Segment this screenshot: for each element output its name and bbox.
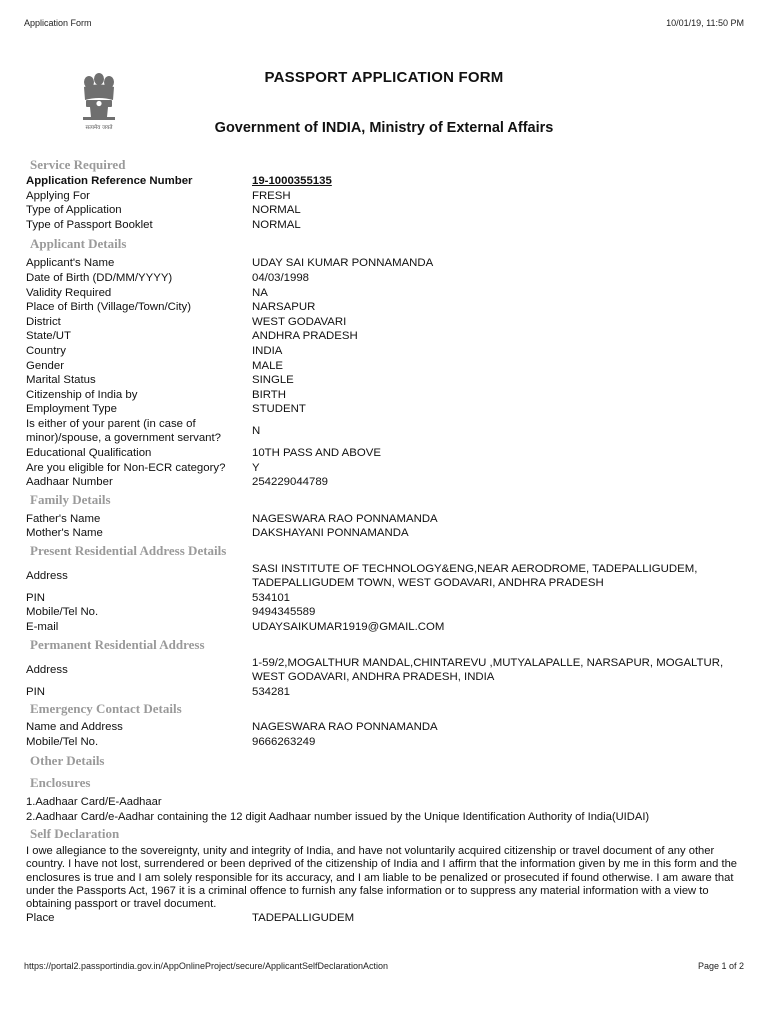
field-label: Mobile/Tel No. (26, 606, 99, 619)
row-applying-for (26, 189, 746, 204)
field-value: 1-59/2,MOGALTHUR MANDAL,CHINTAREVU ,MUTYALAPALLE, NARSAPUR, MOGALTUR, WEST GODAVARI, ANDHRA PRADESH, INDIA (252, 656, 724, 684)
field-label: Gender (26, 359, 64, 372)
row-educational-qualification (26, 446, 746, 461)
field-value: TADEPALLIGUDEM (252, 912, 355, 925)
field-label: Educational Qualification (26, 446, 152, 459)
row-permanent-pin (26, 685, 746, 700)
field-label: Type of Passport Booklet (26, 218, 153, 231)
enclosure-item: 1.Aadhaar Card/E-Aadhaar (26, 796, 162, 809)
field-label: Address (26, 570, 68, 583)
field-value: 254229044789 (252, 476, 329, 489)
field-label: Application Reference Number (26, 175, 193, 187)
print-header-datetime: 10/01/19, 11:50 PM (666, 18, 744, 28)
field-value: NORMAL (252, 204, 301, 217)
field-value: SINGLE (252, 374, 294, 387)
row-fathers-name (26, 512, 746, 527)
row-application-reference-number (26, 174, 746, 189)
field-label: Applicant's Name (26, 257, 115, 270)
print-header (24, 18, 744, 32)
field-label: State/UT (26, 330, 71, 343)
field-label: Citizenship of India by (26, 388, 138, 401)
field-value: 9666263249 (252, 735, 316, 748)
row-present-pin (26, 591, 746, 606)
page-number: Page 1 of 2 (697, 961, 744, 971)
field-label: Aadhaar Number (26, 476, 113, 489)
row-permanent-address (26, 656, 746, 685)
field-value: WEST GODAVARI (252, 315, 347, 328)
print-header-title: Application Form (24, 18, 92, 28)
section-heading-permanent-address: Permanent Residential Address (30, 636, 205, 652)
field-label: Country (26, 344, 66, 357)
field-value: BIRTH (252, 388, 286, 401)
field-value: ANDHRA PRADESH (252, 330, 358, 343)
field-label: Are you eligible for Non-ECR category? (26, 461, 226, 474)
field-label: Address (26, 663, 68, 676)
form-content (26, 155, 746, 926)
field-label: PIN (26, 591, 45, 604)
field-value: INDIA (252, 344, 283, 357)
field-value: NAGESWARA RAO PONNAMANDA (252, 512, 438, 525)
field-label: Applying For (26, 189, 90, 202)
row-state-ut (26, 329, 746, 344)
field-value: 534101 (252, 591, 291, 604)
self-declaration-text: I owe allegiance to the sovereignty, unity and integrity of India, and have not voluntarily acquired citizenship or travel document of any other country. I have not lost, surrendered or been deprived of the citizenship of India and I affirm that the information given by me in this form and the enclosures is true and I am solely responsible for its accuracy, and I am liable to be penalized or prosecuted if found otherwise. I am aware that under the Passports Act, 1967 it is a criminal offence to furnish any false information or to suppress any material information with a view to obtaining passport or travel document. (26, 845, 738, 911)
enclosure-item: 2.Aadhaar Card/e-Aadhar containing the 12 digit Aadhaar number issued by the Unique Identification Authority of India(UIDAI) (26, 810, 650, 823)
row-district (26, 315, 746, 330)
field-value: FRESH (252, 189, 291, 202)
field-value: NORMAL (252, 218, 301, 231)
section-heading-family-details: Family Details (30, 491, 111, 507)
section-heading-emergency-contact: Emergency Contact Details (30, 701, 182, 717)
field-label: Mobile/Tel No. (26, 735, 99, 748)
row-applicant-name (26, 256, 746, 271)
print-footer (24, 961, 744, 975)
row-country (26, 344, 746, 359)
row-marital-status (26, 373, 746, 388)
section-heading-present-address: Present Residential Address Details (30, 542, 227, 558)
field-value: UDAY SAI KUMAR PONNAMANDA (252, 257, 434, 270)
field-value: NA (252, 286, 268, 299)
field-value: N (252, 425, 261, 438)
page-url: https://portal2.passportindia.gov.in/AppOnlineProject/secure/ApplicantSelfDeclarationAction (24, 961, 389, 971)
form-title: PASSPORT APPLICATION FORM (264, 69, 504, 86)
field-label: Name and Address (26, 721, 123, 734)
row-validity-required (26, 286, 746, 301)
field-label: District (26, 315, 61, 328)
field-value: Y (252, 461, 260, 474)
field-value: 9494345589 (252, 606, 316, 619)
row-present-address (26, 562, 746, 591)
field-value: MALE (252, 359, 284, 372)
field-value: UDAYSAIKUMAR1919@GMAIL.COM (252, 621, 445, 634)
field-label: Date of Birth (DD/MM/YYYY) (26, 271, 173, 284)
row-parent-government-servant (26, 417, 746, 446)
row-emergency-mobile (26, 735, 746, 750)
row-date-of-birth (26, 271, 746, 286)
row-type-of-application (26, 203, 746, 218)
section-heading-enclosures: Enclosures (30, 775, 91, 791)
section-heading-service-required: Service Required (30, 157, 126, 172)
field-label: Marital Status (26, 374, 96, 387)
field-value: 19-1000355135 (252, 175, 332, 187)
field-label: Place (26, 912, 55, 925)
row-place (26, 911, 746, 926)
section-heading-applicant-details: Applicant Details (30, 236, 127, 252)
field-label: Validity Required (26, 286, 112, 299)
row-place-of-birth (26, 300, 746, 315)
row-non-ecr-eligibility (26, 461, 746, 476)
section-heading-self-declaration: Self Declaration (30, 826, 120, 842)
field-label: E-mail (26, 621, 59, 634)
field-label: Type of Application (26, 204, 122, 217)
field-value: SASI INSTITUTE OF TECHNOLOGY&ENG,NEAR AERODROME, TADEPALLIGUDEM, TADEPALLIGUDEM TOWN, WEST GODAVARI, ANDHRA PRADESH (252, 562, 698, 590)
field-value: 534281 (252, 685, 291, 698)
row-emergency-name-address (26, 720, 746, 735)
row-mothers-name (26, 526, 746, 541)
row-employment-type (26, 402, 746, 417)
row-email (26, 620, 746, 635)
row-present-mobile (26, 605, 746, 620)
field-label: PIN (26, 685, 45, 698)
field-value: NAGESWARA RAO PONNAMANDA (252, 721, 438, 734)
field-label: Father's Name (26, 512, 101, 525)
field-value: 10TH PASS AND ABOVE (252, 446, 381, 459)
form-subtitle: Government of INDIA, Ministry of External Affairs (214, 120, 554, 136)
section-heading-other-details: Other Details (30, 753, 105, 769)
field-value: DAKSHAYANI PONNAMANDA (252, 527, 409, 540)
row-type-of-passport-booklet (26, 218, 746, 233)
field-label: Mother's Name (26, 527, 103, 540)
field-label: Employment Type (26, 403, 117, 416)
row-citizenship (26, 388, 746, 403)
field-value: STUDENT (252, 403, 306, 416)
field-value: NARSAPUR (252, 301, 316, 314)
field-value: 04/03/1998 (252, 271, 310, 284)
field-label: Place of Birth (Village/Town/City) (26, 301, 192, 314)
row-aadhaar-number (26, 475, 746, 490)
field-label: Is either of your parent (in case of minor)/spouse, a government servant? (26, 418, 222, 445)
emblem-motto: सत्यमेव जयते (85, 125, 113, 131)
row-gender (26, 359, 746, 374)
